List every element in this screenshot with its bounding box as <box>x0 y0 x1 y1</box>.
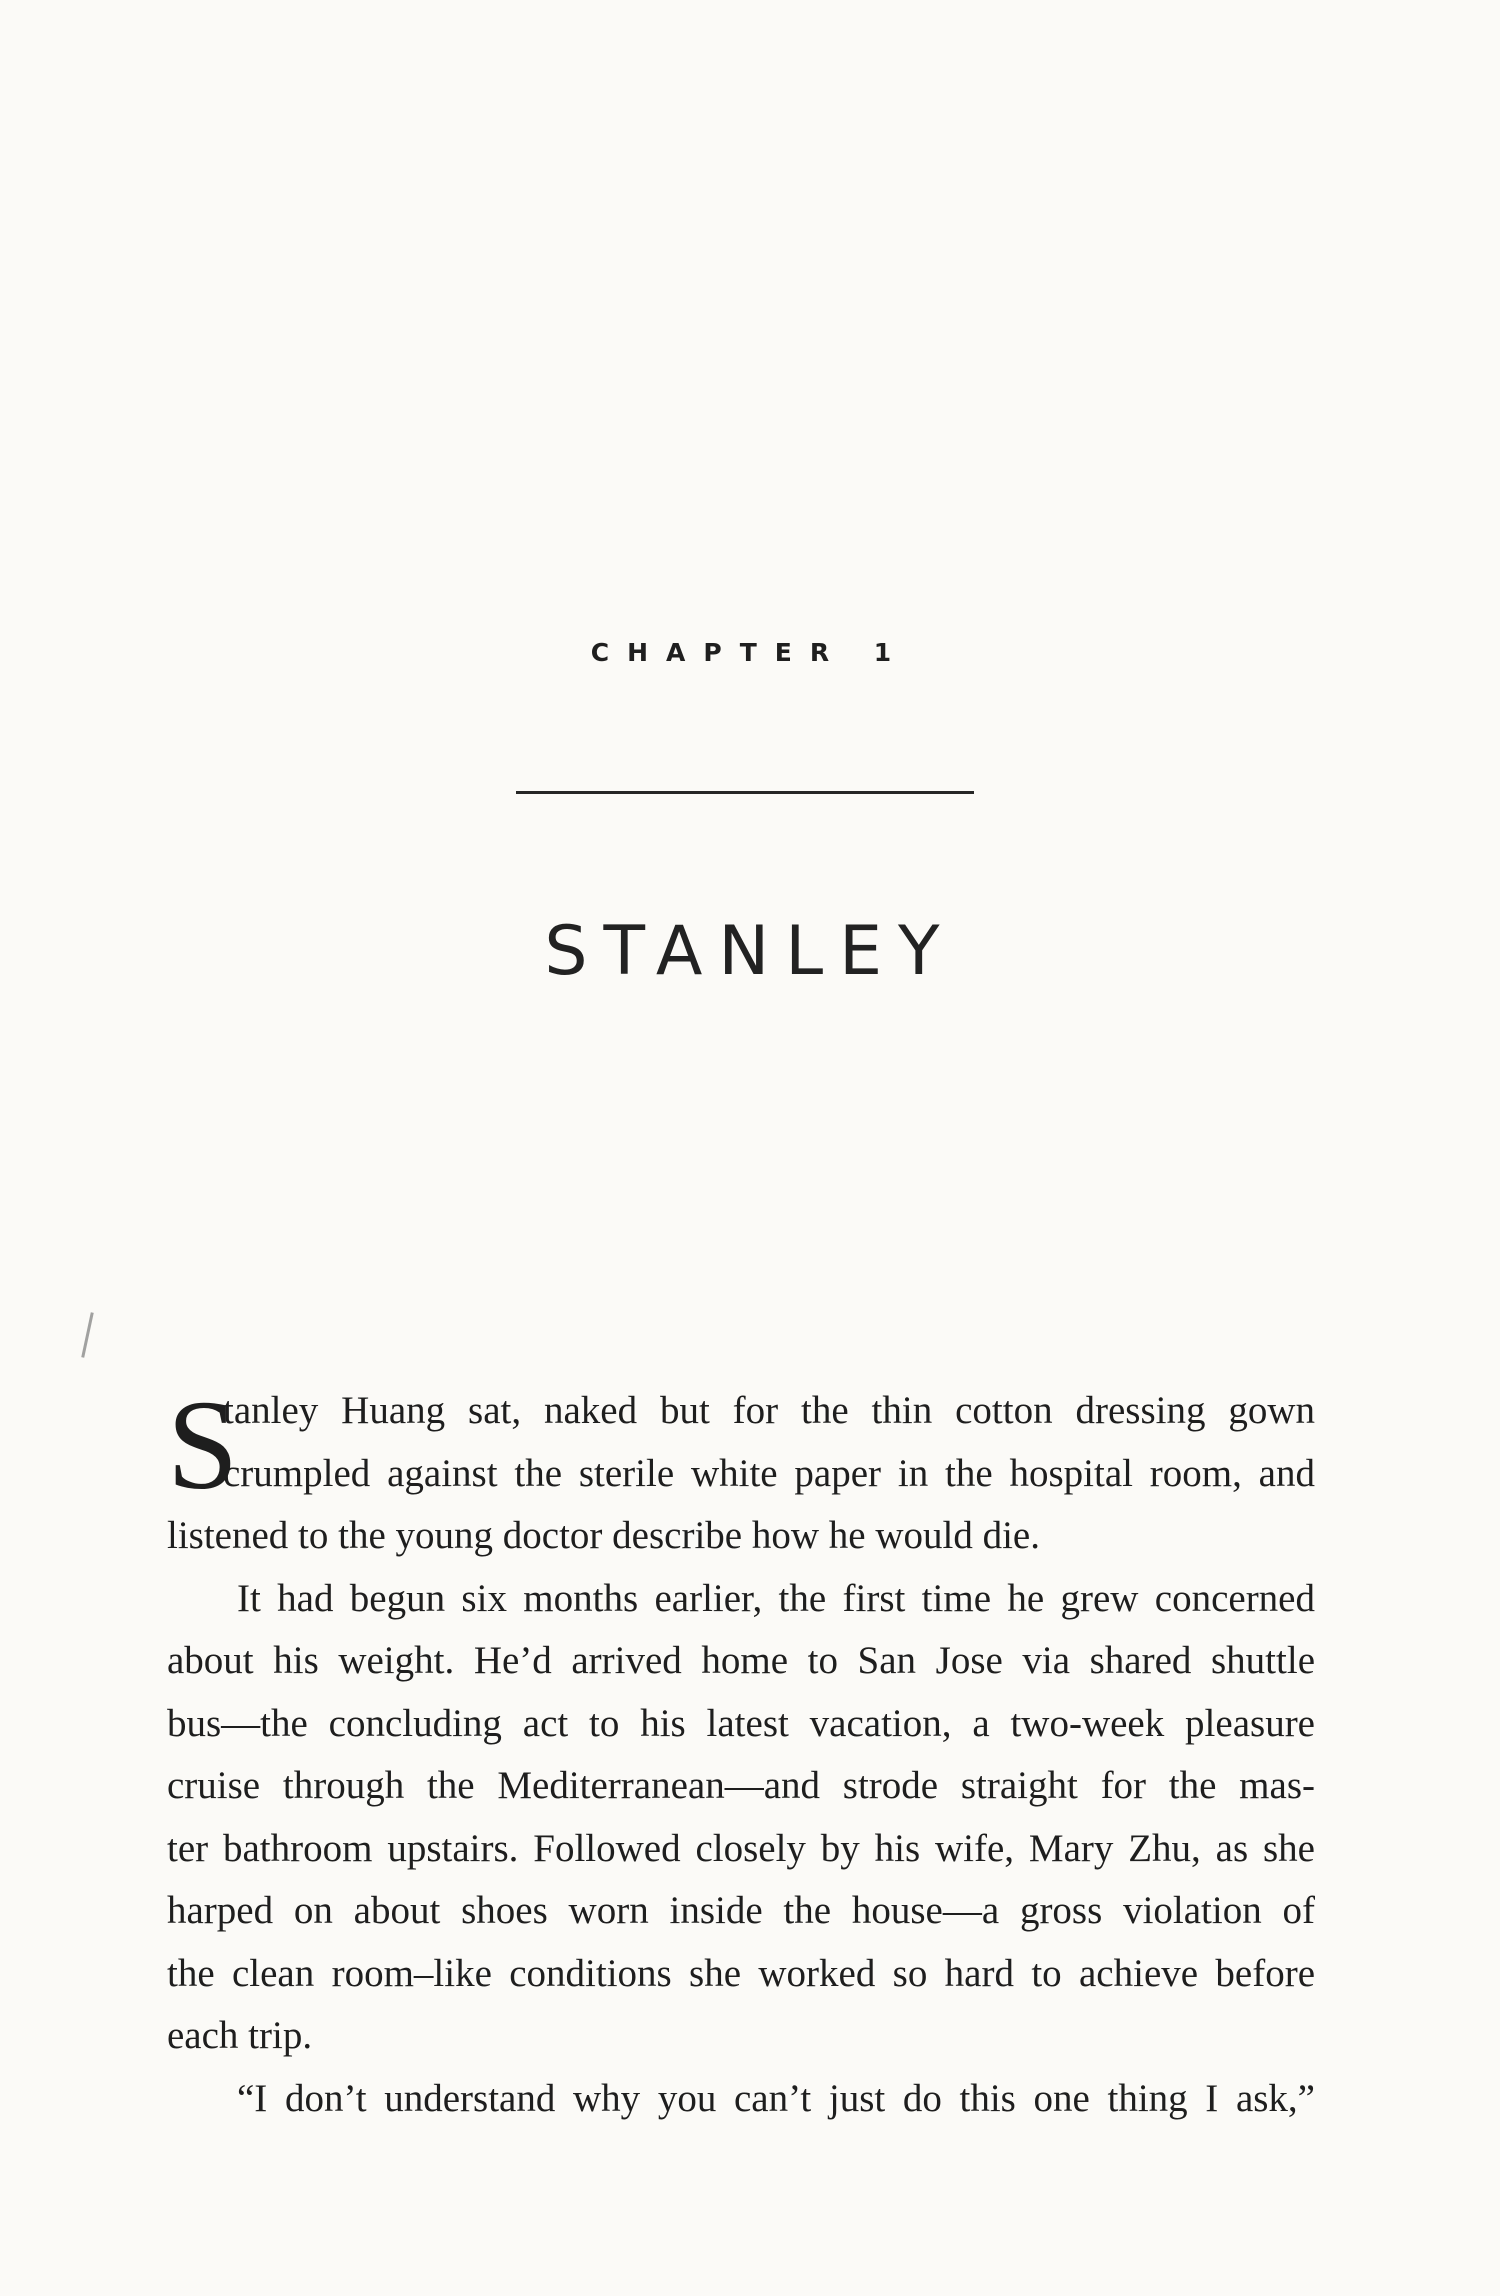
paragraph-line: tanley Huang sat, naked but for the thin cotton dressing gown <box>223 1389 1315 1432</box>
chapter-label: CHAPTER 1 <box>590 638 910 667</box>
paragraph-line: about his weight. He’d arrived home to San Jose via shared shuttle <box>167 1639 1315 1682</box>
paragraph-line: bus—the concluding act to his latest vacation, a two-week pleasure <box>167 1701 1315 1745</box>
paragraph-1 <box>167 1374 1315 1568</box>
paragraph-line: harped on about shoes worn inside the house—a gross violation of <box>167 1889 1315 1932</box>
paragraph-line: the clean room–like conditions she worked so hard to achieve before <box>167 1951 1315 1995</box>
page-blemish <box>81 1312 93 1358</box>
paragraph-line: ter bathroom upstairs. Followed closely by his wife, Mary Zhu, as she <box>167 1826 1315 1870</box>
paragraph-line: cruise through the Mediterranean—and strode straight for the mas- <box>167 1764 1315 1807</box>
drop-cap: S <box>167 1374 239 1516</box>
paragraph-3 <box>167 2068 1315 2131</box>
paragraph-2 <box>167 1568 1315 2068</box>
chapter-title: STANLEY <box>544 912 956 991</box>
paragraph-line: It had begun six months earlier, the first time he grew concerned <box>237 1576 1315 1620</box>
paragraph-line: listened to the young doctor describe how he would die. <box>167 1514 1040 1557</box>
paragraph-line: each trip. <box>167 2014 313 2057</box>
paragraph-line: “I don’t understand why you can’t just do this one thing I ask,” <box>237 2076 1315 2120</box>
paragraph-line: crumpled against the sterile white paper in the hospital room, and <box>223 1451 1315 1495</box>
chapter-body <box>167 1374 1315 2130</box>
chapter-divider <box>516 791 974 794</box>
